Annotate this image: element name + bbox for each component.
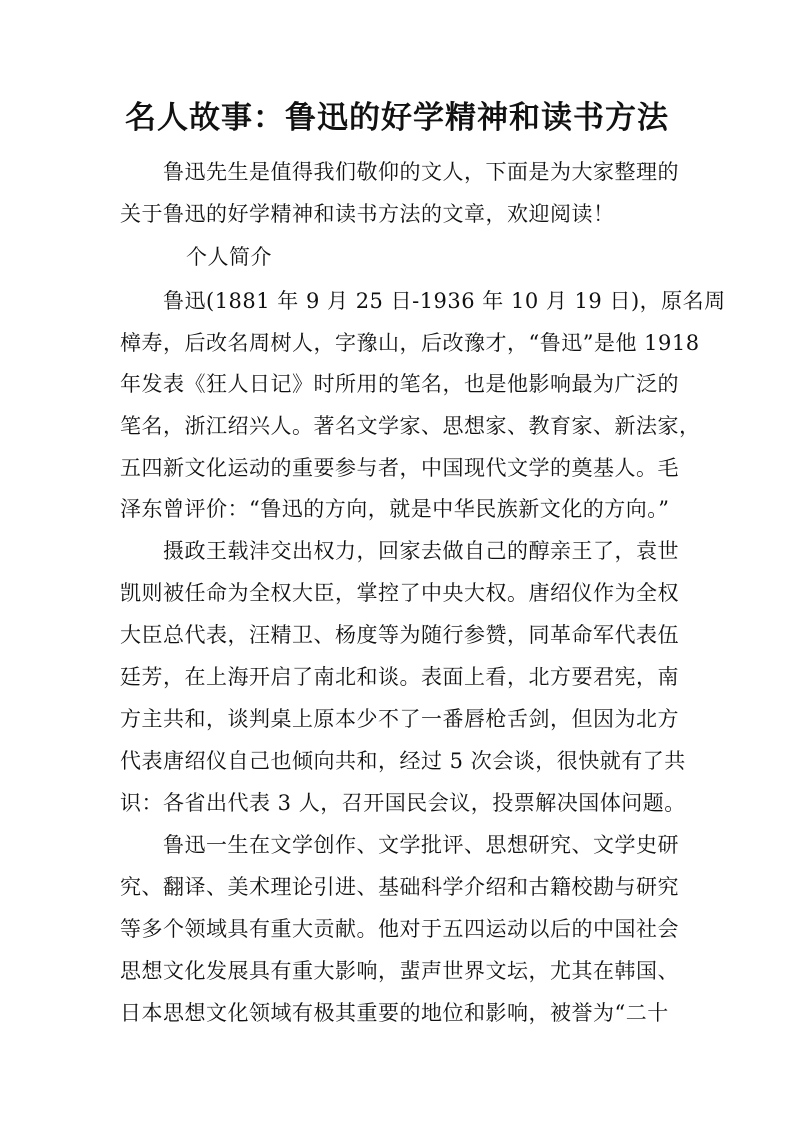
paragraph-line: 方主共和，谈判桌上原本少不了一番唇枪舌剑，但因为北方	[120, 707, 679, 731]
paragraph-line: 识：各省出代表 3 人，召开国民会议，投票解决国体问题。	[120, 791, 686, 815]
paragraph-line: 关于鲁迅的好学精神和读书方法的文章，欢迎阅读！	[120, 202, 615, 226]
paragraph-line: 凯则被任命为全权大臣，掌控了中央大权。唐绍仪作为全权	[120, 581, 679, 605]
paragraph-line: 鲁迅一生在文学创作、文学批评、思想研究、文学史研	[163, 833, 679, 857]
paragraph-line: 摄政王载沣交出权力，回家去做自己的醇亲王了，袁世	[163, 539, 679, 563]
paragraph-line: 廷芳，在上海开启了南北和谈。表面上看，北方要君宪，南	[120, 665, 679, 689]
paragraph-line: 五四新文化运动的重要参与者，中国现代文学的奠基人。毛	[120, 456, 679, 480]
paragraph-line: 年发表《狂人日记》时所用的笔名，也是他影响最为广泛的	[120, 372, 679, 396]
paragraph-line: 思想文化发展具有重大影响，蜚声世界文坛，尤其在韩国、	[120, 959, 679, 983]
section-heading: 个人简介	[186, 245, 272, 269]
paragraph-line: 等多个领域具有重大贡献。他对于五四运动以后的中国社会	[120, 917, 679, 941]
paragraph-line: 泽东曾评价：“鲁迅的方向，就是中华民族新文化的方向。”	[120, 497, 670, 521]
paragraph-line: 鲁迅(1881 年 9 月 25 日-1936 年 10 月 19 日)，原名周	[163, 289, 726, 313]
paragraph-line: 究、翻译、美术理论引进、基础科学介绍和古籍校勘与研究	[120, 875, 679, 899]
paragraph-line: 樟寿，后改名周树人，字豫山，后改豫才，“鲁迅”是他 1918	[120, 331, 700, 355]
paragraph-line: 笔名，浙江绍兴人。著名文学家、思想家、教育家、新法家，	[120, 414, 701, 438]
paragraph-line: 日本思想文化领域有极其重要的地位和影响，被誉为“二十	[120, 1001, 669, 1025]
paragraph-line: 代表唐绍仪自己也倾向共和，经过 5 次会谈，很快就有了共	[120, 749, 686, 773]
paragraph-line: 鲁迅先生是值得我们敬仰的文人，下面是为大家整理的	[163, 160, 679, 184]
document-title: 名人故事：鲁迅的好学精神和读书方法	[125, 100, 669, 136]
paragraph-line: 大臣总代表，汪精卫、杨度等为随行参赞，同革命军代表伍	[120, 623, 679, 647]
